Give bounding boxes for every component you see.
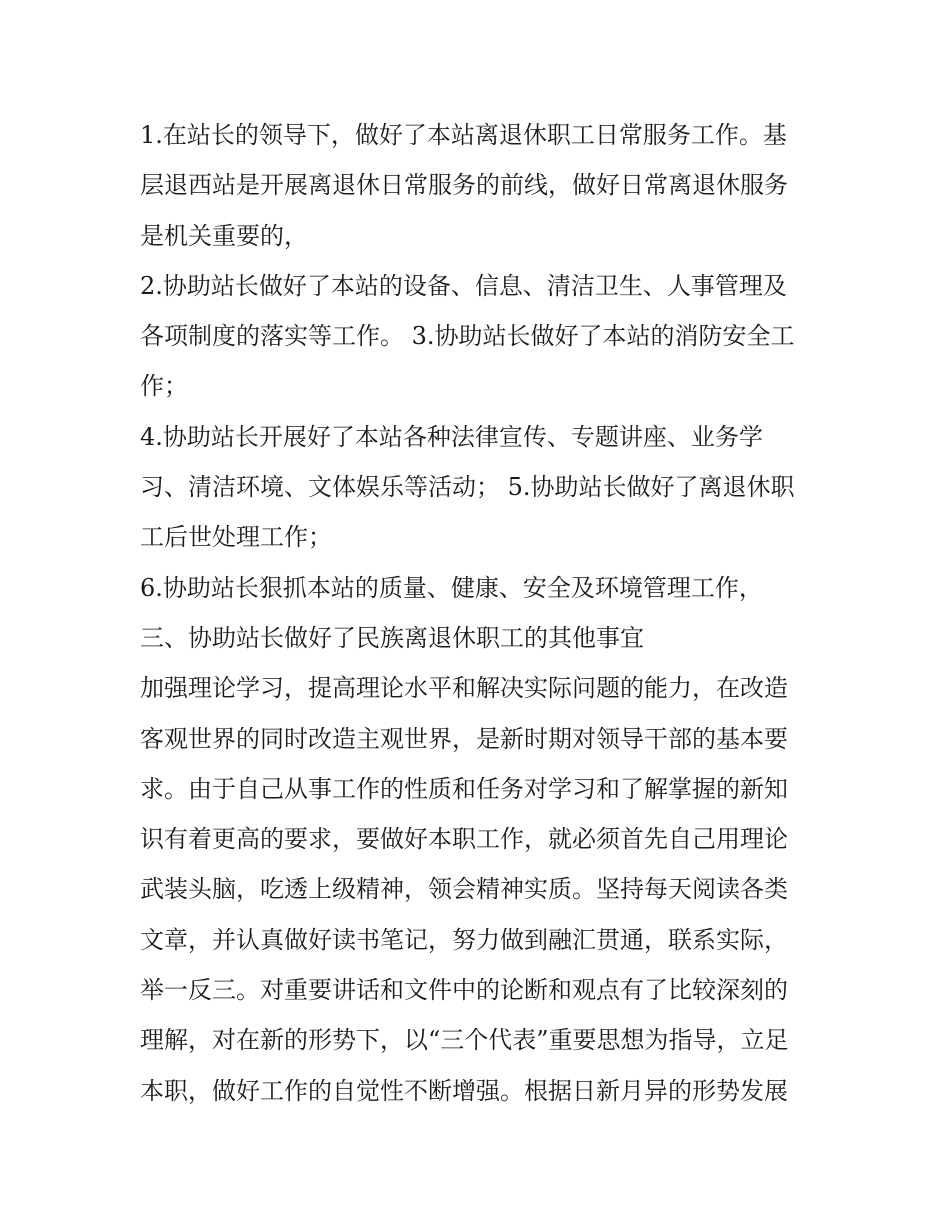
text-line: 文章，并认真做好读书笔记，努力做到融汇贯通，联系实际， [140, 925, 788, 954]
text-line: 层退西站是开展离退休日常服务的前线，做好日常离退休服务 [140, 171, 788, 200]
text-line: 理解，对在新的形势下，以“三个代表”重要思想为指导，立足 [140, 1026, 789, 1055]
text-line: 求。由于自己从事工作的性质和任务对学习和了解掌握的新知 [140, 774, 788, 803]
text-line: 客观世界的同时改造主观世界，是新时期对领导干部的基本要 [140, 724, 788, 753]
text-line: 4.协助站长开展好了本站各种法律宣传、专题讲座、业务学 [140, 422, 763, 451]
text-line: 1.在站长的领导下，做好了本站离退休职工日常服务工作。基 [140, 121, 787, 149]
text-line: 工后世处理工作； [140, 523, 332, 552]
text-line: 作； [140, 372, 188, 401]
text-line: 习、清洁环境、文体娱乐等活动； 5.协助站长做好了离退休职 [140, 473, 795, 502]
text-line: 2.协助站长做好了本站的设备、信息、清洁卫生、人事管理及 [140, 271, 787, 300]
text-line: 武装头脑，吃透上级精神，领会精神实质。坚持每天阅读各类 [140, 875, 788, 904]
text-line: 6.协助站长狠抓本站的质量、健康、安全及环境管理工作， [140, 573, 763, 602]
text-line: 加强理论学习，提高理论水平和解决实际问题的能力，在改造 [140, 674, 788, 703]
text-line: 本职，做好工作的自觉性不断增强。根据日新月异的形势发展 [140, 1076, 788, 1105]
text-line: 是机关重要的， [140, 221, 308, 250]
text-line: 识有着更高的要求，要做好本职工作，就必须首先自己用理论 [140, 825, 788, 854]
section-heading: 三、协助站长做好了民族离退休职工的其他事宜 [140, 623, 644, 652]
text-line: 举一反三。对重要讲话和文件中的论断和观点有了比较深刻的 [140, 976, 788, 1005]
text-line: 各项制度的落实等工作。 3.协助站长做好了本站的消防安全工 [140, 322, 795, 351]
body-text [140, 110, 820, 1116]
